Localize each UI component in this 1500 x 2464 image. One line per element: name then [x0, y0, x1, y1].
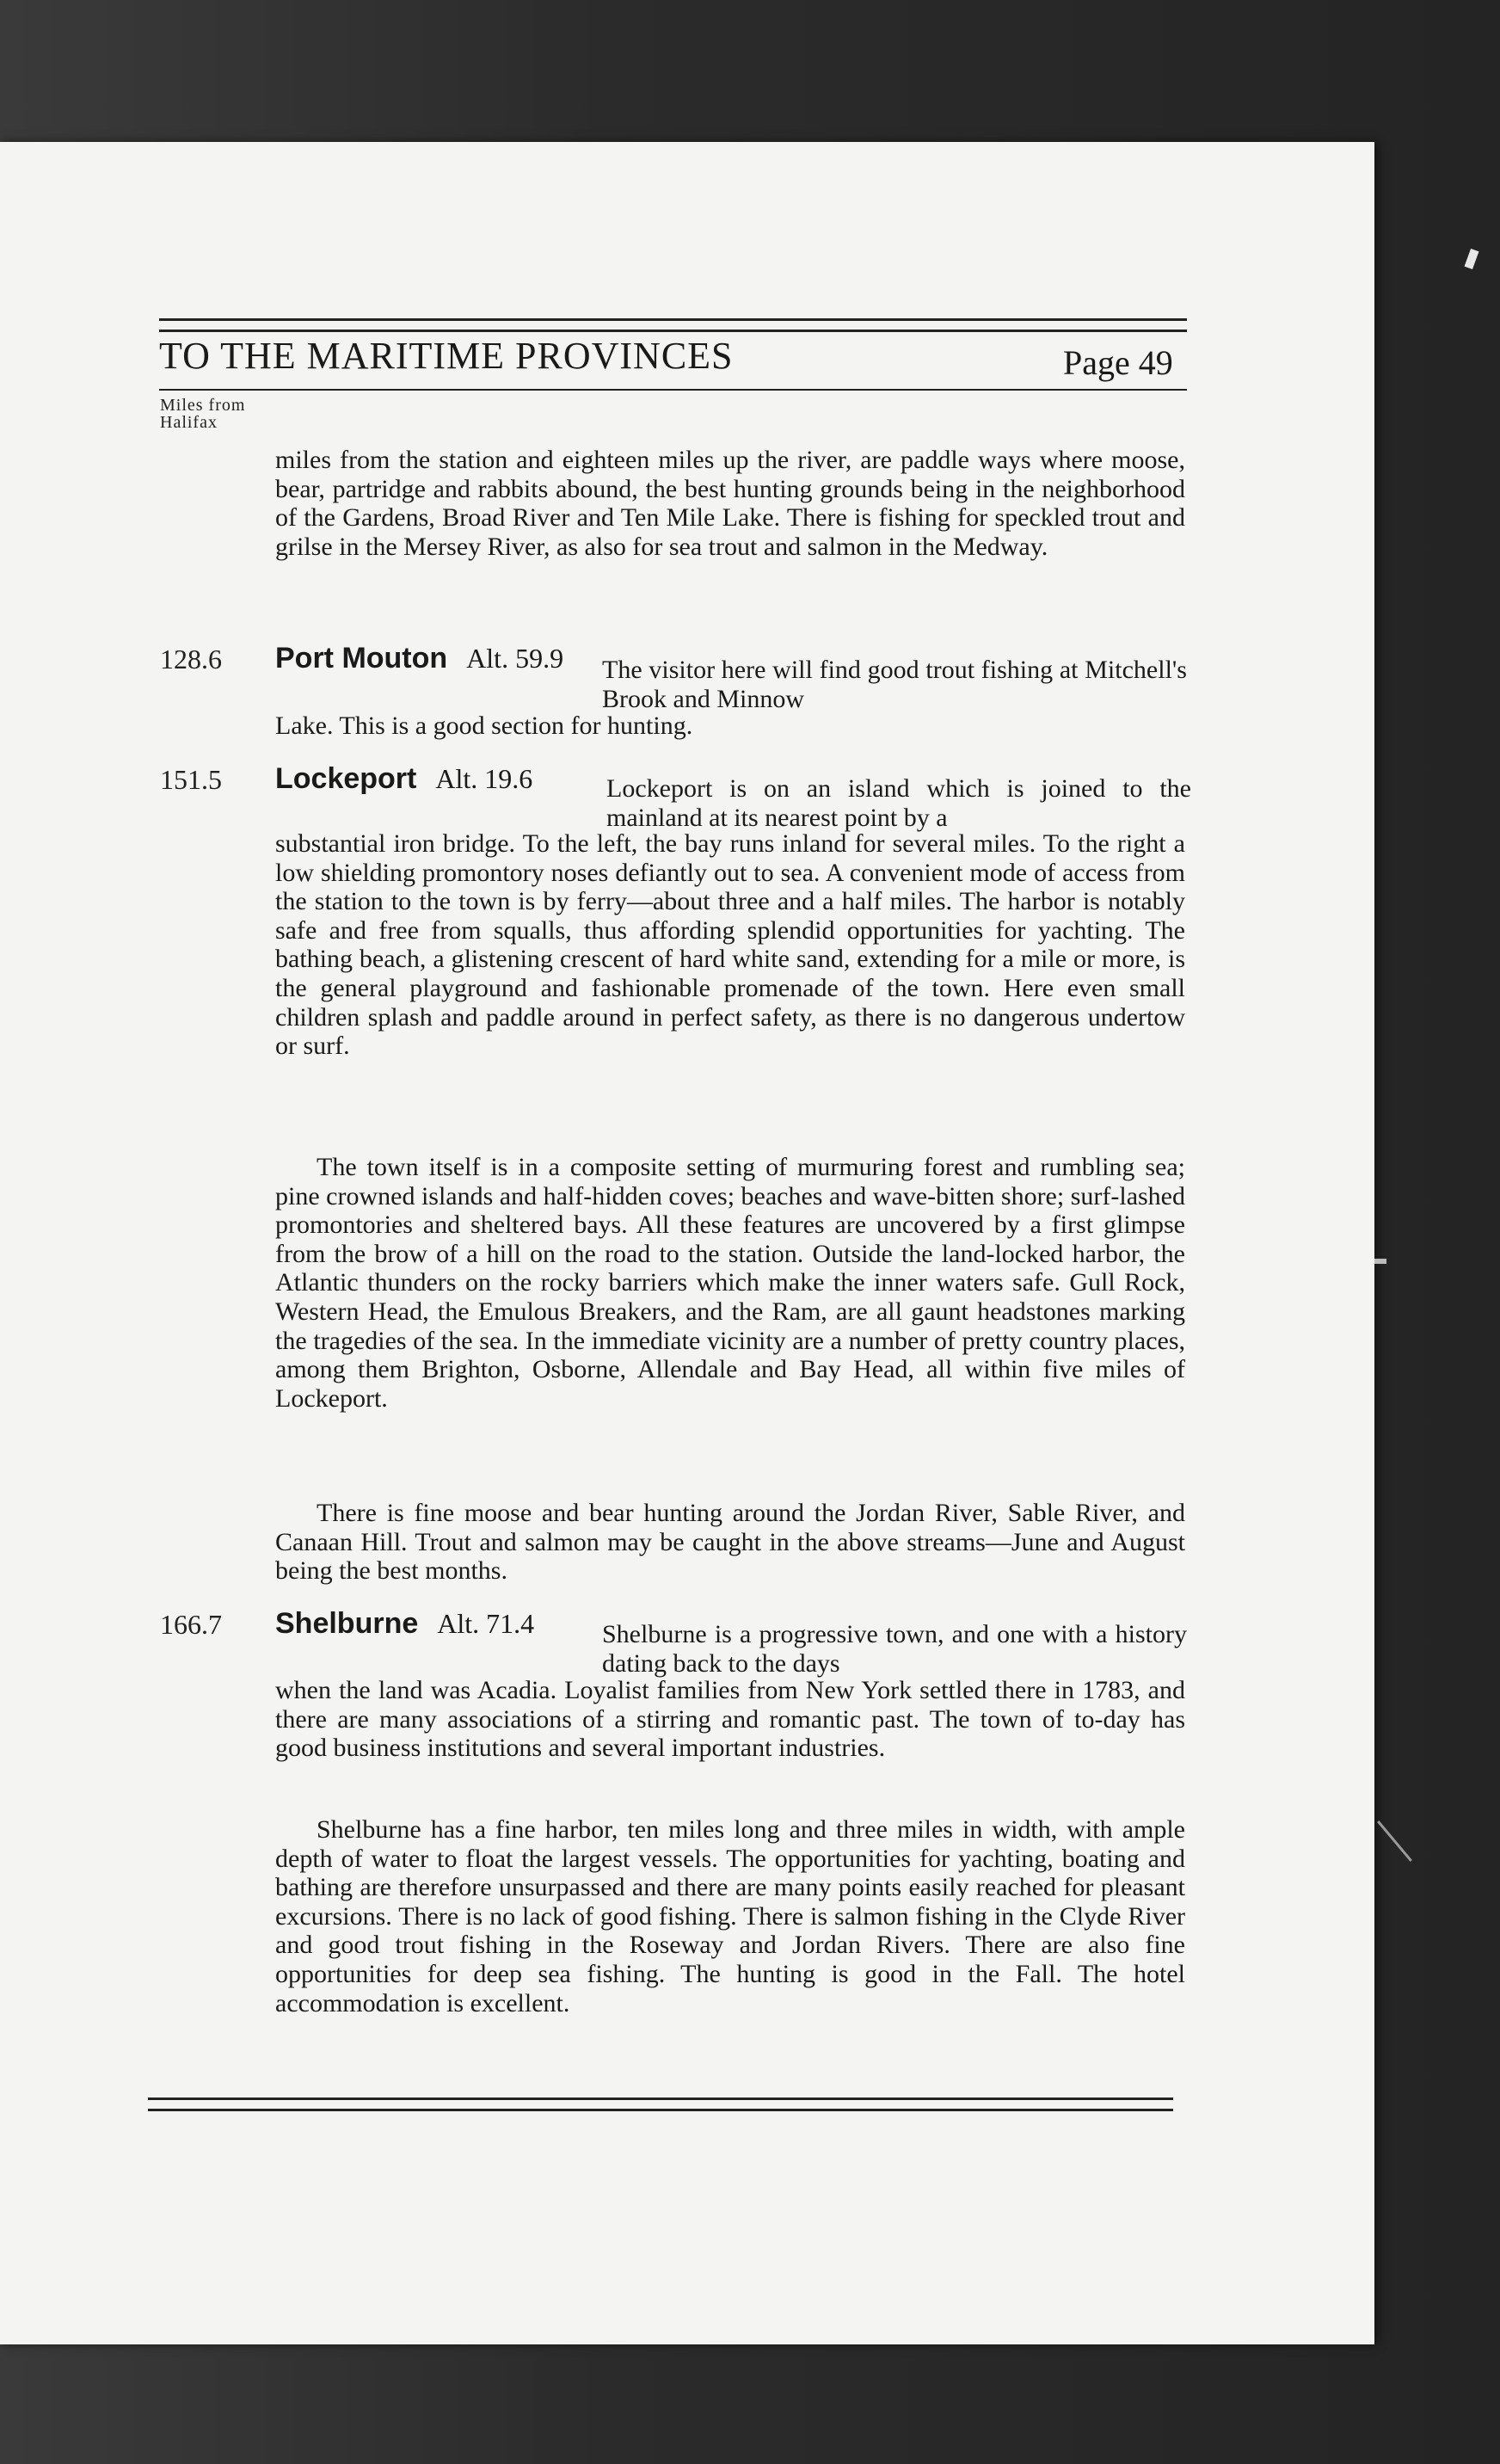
miles-from-halifax-label [160, 397, 245, 431]
mileage-shelburne: 166.7 [160, 1609, 222, 1640]
station-para2-shelburne: Shelburne has a fine harbor, ten miles long and three miles in width, with ample depth of water to float the largest vessels. The opportunities for yachting, boating and bathing are therefore unsurpassed and there are many points easily reached for pleasant excursions. There is no lack of good fishing. There is salmon fishing in the Clyde River and good trout fishing in the Roseway and Jordan Rivers. There are also fine opportunities for deep sea fishing. The hunting is good in the Fall. The hotel accommodation is excellent. [275, 1815, 1185, 2017]
station-heading-shelburne [275, 1609, 534, 1638]
station-altitude: Alt. 19.6 [435, 763, 533, 794]
scan-speck [1374, 1259, 1386, 1264]
header-top-rule [159, 318, 1187, 332]
station-body-port-mouton: Lake. This is a good section for hunting. [275, 711, 693, 740]
miles-label-line2: Halifax [160, 413, 218, 432]
mileage-port-mouton: 128.6 [160, 644, 222, 675]
station-heading-port-mouton [275, 644, 563, 673]
station-name: Shelburne [275, 1607, 419, 1640]
station-name: Lockeport [275, 762, 417, 795]
intro-paragraph: miles from the station and eighteen miles up the river, are paddle ways where moose, bear, partridge and rabbits abound, the best hunting grounds being in the neighborhood of the Gardens, Broad River and Ten Mile Lake. There is fishing for speckled trout and grilse in the Mersey River, as also for sea trout and salmon in the Medway. [275, 446, 1185, 561]
station-side-text-lockeport: Lockeport is on an island which is joined to the mainland at its nearest point by a [606, 774, 1191, 832]
page-title: TO THE MARITIME PROVINCES [159, 335, 734, 377]
station-side-text-port-mouton: The visitor here will find good trout fishing at Mitchell's Brook and Minnow [602, 656, 1187, 713]
station-body-shelburne: when the land was Acadia. Loyalist families from New York settled there in 1783, and there are many associations of a stirring and romantic past. The town of to-day has good business institutions and several important industries. [275, 1676, 1185, 1763]
station-name: Port Mouton [275, 642, 448, 675]
station-altitude: Alt. 59.9 [466, 643, 564, 674]
station-heading-lockeport [275, 764, 532, 793]
station-altitude: Alt. 71.4 [437, 1608, 535, 1639]
station-body-lockeport: substantial iron bridge. To the left, the bay runs inland for several miles. To the right a low shielding promontory noses defiantly out to sea. A convenient mode of access from the station to the town is by ferry—about three and a half miles. The harbor is notably safe and free from squalls, thus affording splendid opportunities for yachting. The bathing beach, a glistening crescent of hard white sand, extending for a mile or more, is the general playground and fashionable promenade of the town. Here even small children splash and paddle around in perfect safety, as there is no dangerous undertow or surf. [275, 829, 1185, 1061]
footer-rule [148, 2097, 1173, 2111]
header-bottom-rule [159, 389, 1187, 391]
station-side-text-shelburne: Shelburne is a progressive town, and one with a history dating back to the days [602, 1620, 1187, 1678]
mileage-lockeport: 151.5 [160, 764, 222, 795]
station-para2-lockeport: The town itself is in a composite setting of murmuring forest and rumbling sea; pine crowned islands and half-hidden coves; beaches and wave-bitten shore; surf-lashed promontories and sheltered bays. All these features are uncovered by a first glimpse from the brow of a hill on the road to the station. Outside the land-locked harbor, the Atlantic thunders on the rocky barriers which make the inner waters safe. Gull Rock, Western Head, the Emulous Breakers, and the Ram, are all gaunt headstones marking the tragedies of the sea. In the immediate vicinity are a number of pretty country places, among them Brighton, Osborne, Allendale and Bay Head, all within five miles of Lockeport. [275, 1153, 1185, 1413]
miles-label-line1: Miles from [160, 396, 246, 415]
station-para3-lockeport: There is fine moose and bear hunting around the Jordan River, Sable River, and Canaan Hill. Trout and salmon may be caught in the above streams—June and August being the best months. [275, 1499, 1185, 1586]
page-number: Page 49 [1063, 343, 1173, 382]
